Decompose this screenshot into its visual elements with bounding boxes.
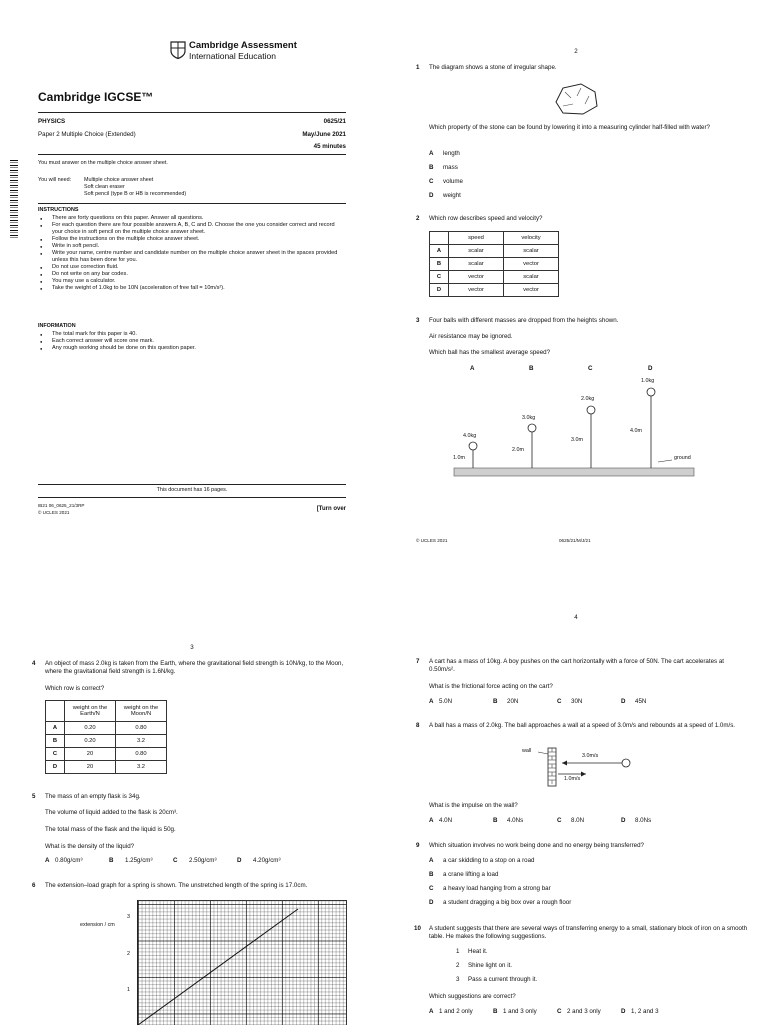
q8-option-c: C 8.0N	[557, 817, 585, 824]
q5-option-b: B 1.25g/cm³	[109, 857, 153, 864]
ytick-1: 1	[127, 987, 130, 993]
question-number: 5	[32, 793, 36, 800]
instructions-title: INSTRUCTIONS	[38, 207, 79, 213]
q10-suggestion-3: 3 Pass a current through it.	[456, 976, 538, 983]
page-number: 4	[574, 614, 578, 621]
page-3	[0, 512, 384, 1024]
brand-title: Cambridge IGCSE™	[38, 90, 154, 104]
instruction-item: ● Take the weight of 1.0kg to be 10N (acceleration of free fall = 10m/s²).	[38, 285, 338, 292]
table-row: weight on the Earth/N weight on the Moon/N	[46, 701, 167, 722]
wall-label: wall	[522, 748, 532, 754]
q7-question: What is the frictional force acting on the cart?	[429, 683, 553, 690]
q8-text: A ball has a mass of 2.0kg. The ball approaches a wall at a speed of 3.0m/s and rebounds at a speed of 1.0m/s.	[429, 722, 736, 729]
question-number: 1	[416, 64, 420, 71]
subject: PHYSICS	[38, 118, 66, 125]
q1-option-b: B mass	[429, 164, 458, 171]
graph-line	[138, 901, 346, 1025]
table-row: C 20 0.80	[46, 748, 167, 761]
q7-option-c: C 30N	[557, 698, 583, 705]
q2-table	[429, 231, 559, 297]
wall-ball-diagram	[538, 744, 648, 788]
q1-text: The diagram shows a stone of irregular shape.	[429, 64, 557, 71]
paper-code: 0625/21	[323, 118, 346, 125]
divider	[38, 112, 346, 113]
information-item: ● Any rough working should be done on this question paper.	[38, 345, 338, 352]
extension-load-graph	[137, 900, 347, 1025]
q7-text: A cart has a mass of 10kg. A boy pushes on the cart horizontally with a force of 50N. The cart accelerates at 0.50m/s².	[429, 658, 724, 673]
divider	[38, 497, 346, 498]
instruction-item: ● Do not use correction fluid.	[38, 264, 338, 271]
velocity-out-label: 1.0m/s	[564, 776, 581, 782]
q10-text: A student suggests that there are several ways of transferring energy to a small, stationary block of iron on a smooth table. He makes the following suggestions.	[429, 925, 748, 940]
stone-icon	[551, 82, 599, 116]
q7-option-b: B 20N	[493, 698, 519, 705]
you-need-label: You will need:	[38, 177, 72, 183]
you-need-3: Soft pencil (type B or HB is recommended)	[84, 191, 187, 197]
question-number: 6	[32, 882, 36, 889]
q5-question: What is the density of the liquid?	[45, 843, 135, 850]
crest-icon	[170, 41, 186, 59]
q5-option-c: C 2.50g/cm³	[173, 857, 217, 864]
divider	[38, 154, 346, 155]
paper-title: Paper 2 Multiple Choice (Extended)	[38, 131, 136, 138]
footer-copyright: © UCLES 2021	[416, 538, 448, 543]
page-2	[384, 0, 768, 543]
session: May/June 2021	[302, 131, 346, 138]
q9-option-a: A a car skidding to a stop on a road	[429, 857, 535, 864]
instruction-item: ● Do not write on any bar codes.	[38, 271, 338, 278]
q1-option-a: A length	[429, 150, 460, 157]
table-row: C vector scalar	[430, 271, 559, 284]
cover-page	[0, 0, 384, 515]
table-row: A scalar scalar	[430, 245, 559, 258]
graph-ylabel: extension / cm	[80, 922, 115, 928]
question-number: 2	[416, 215, 420, 222]
q10-option-d: D 1, 2 and 3	[621, 1008, 659, 1015]
footer-code: IB21 06_0625_21/3RP	[38, 503, 85, 508]
q8-question: What is the impulse on the wall?	[429, 802, 518, 809]
q10-option-c: C 2 and 3 only	[557, 1008, 601, 1015]
q7-option-d: D 45N	[621, 698, 647, 705]
velocity-in-label: 3.0m/s	[582, 753, 599, 759]
cambridge-logo	[170, 40, 300, 62]
table-row: B 0.20 3.2	[46, 735, 167, 748]
you-need-2: Soft clean eraser	[84, 184, 125, 190]
q3-text: Four balls with different masses are dropped from the heights shown.	[429, 317, 619, 324]
question-number: 8	[416, 722, 420, 729]
q7-option-a: A 5.0N	[429, 698, 453, 705]
q4-table	[45, 700, 167, 774]
q8-option-a: A 4.0N	[429, 817, 453, 824]
ball-letter-c: C	[588, 365, 593, 372]
mass-label-b: 3.0kg	[522, 415, 536, 421]
duration: 45 minutes	[313, 143, 346, 150]
divider	[38, 203, 346, 204]
table-row: A 0.20 0.80	[46, 722, 167, 735]
dropped-balls-diagram	[444, 372, 704, 482]
q10-option-a: A 1 and 2 only	[429, 1008, 473, 1015]
instructions-list	[38, 215, 338, 292]
height-label-c: 3.0m	[571, 437, 583, 443]
q5-text-3: The total mass of the flask and the liquid is 50g.	[45, 826, 176, 833]
information-item: ● Each correct answer will score one mark.	[38, 338, 338, 345]
mass-label-a: 4.0kg	[463, 433, 477, 439]
height-label-a: 1.0m	[453, 455, 465, 461]
page-number: 3	[190, 644, 194, 651]
footer-code: 0625/21/M/J/21	[559, 538, 591, 543]
ball-letter-b: B	[529, 365, 534, 372]
height-label-d: 4.0m	[630, 428, 642, 434]
q9-text: Which situation involves no work being done and no energy being transferred?	[429, 842, 644, 849]
q1-option-c: C volume	[429, 178, 463, 185]
question-number: 3	[416, 317, 420, 324]
mass-label-c: 2.0kg	[581, 396, 595, 402]
q4-text: An object of mass 2.0kg is taken from the Earth, where the gravitational field strength is 10N/kg, to the Moon, where the gravitational field strength is 1.6N/kg.	[45, 660, 344, 675]
ytick-3: 3	[127, 914, 130, 920]
q4-question: Which row is correct?	[45, 685, 105, 692]
must-answer: You must answer on the multiple choice answer sheet.	[38, 160, 168, 166]
q2-text: Which row describes speed and velocity?	[429, 215, 543, 222]
q5-text-2: The volume of liquid added to the flask is 20cm³.	[45, 809, 178, 816]
copyright: © UCLES 2021	[38, 510, 70, 515]
you-need-1: Multiple choice answer sheet	[84, 177, 154, 183]
instruction-item: ● Write in soft pencil.	[38, 243, 338, 250]
instruction-item: ● For each question there are four possible answers A, B, C and D. Choose the one you consider correct and record your choice in soft pencil on the multiple choice answer sheet.	[38, 222, 338, 236]
table-row: speed velocity	[430, 232, 559, 245]
q6-text: The extension–load graph for a spring is shown. The unstretched length of the spring is 17.0cm.	[45, 882, 308, 889]
table-row: D 20 3.2	[46, 761, 167, 774]
question-number: 4	[32, 660, 36, 667]
q8-option-b: B 4.0Ns	[493, 817, 524, 824]
page-number: 2	[574, 48, 578, 55]
question-number: 7	[416, 658, 420, 665]
barcode	[10, 160, 18, 240]
ball-letter-d: D	[648, 365, 653, 372]
q5-option-d: D 4.20g/cm³	[237, 857, 281, 864]
q5-text-1: The mass of an empty flask is 34g.	[45, 793, 141, 800]
q10-suggestion-1: 1 Heat it.	[456, 948, 488, 955]
instruction-item: ● Follow the instructions on the multiple choice answer sheet.	[38, 236, 338, 243]
q1-question: Which property of the stone can be found by lowering it into a measuring cylinder half-filled with water?	[429, 124, 710, 131]
q10-question: Which suggestions are correct?	[429, 993, 516, 1000]
instruction-item: ● You may use a calculator.	[38, 278, 338, 285]
q5-option-a: A 0.80g/cm³	[45, 857, 83, 864]
page-4	[384, 512, 768, 1024]
ytick-2: 2	[127, 951, 130, 957]
mass-label-d: 1.0kg	[641, 378, 655, 384]
q3-text-2: Air resistance may be ignored.	[429, 333, 513, 340]
q9-option-c: C a heavy load hanging from a strong bar	[429, 885, 551, 892]
q10-option-b: B 1 and 3 only	[493, 1008, 537, 1015]
q9-option-d: D a student dragging a big box over a rough floor	[429, 899, 572, 906]
information-title: INFORMATION	[38, 323, 76, 329]
divider	[38, 484, 346, 485]
height-label-b: 2.0m	[512, 447, 524, 453]
q8-option-d: D 8.0Ns	[621, 817, 652, 824]
logo-line-2: International Education	[189, 51, 276, 61]
ground-label: ground	[674, 455, 691, 461]
instruction-item: ● There are forty questions on this paper. Answer all questions.	[38, 215, 338, 222]
q1-option-d: D weight	[429, 192, 461, 199]
q3-question: Which ball has the smallest average speed?	[429, 349, 551, 356]
q10-suggestion-2: 2 Shine light on it.	[456, 962, 513, 969]
table-row: D vector vector	[430, 284, 559, 297]
q9-option-b: B a crane lifting a load	[429, 871, 499, 878]
table-row: B scalar vector	[430, 258, 559, 271]
question-number: 10	[414, 925, 421, 932]
information-item: ● The total mark for this paper is 40.	[38, 331, 338, 338]
question-number: 9	[416, 842, 420, 849]
information-list	[38, 331, 338, 352]
pages-note: This document has 16 pages.	[156, 487, 228, 493]
ball-letter-a: A	[470, 365, 475, 372]
instruction-item: ● Write your name, centre number and candidate number on the multiple choice answer sheet in the spaces provided unless this has been done for you.	[38, 250, 338, 264]
turn-over: [Turn over	[316, 506, 346, 512]
logo-line-1: Cambridge Assessment	[189, 40, 297, 51]
